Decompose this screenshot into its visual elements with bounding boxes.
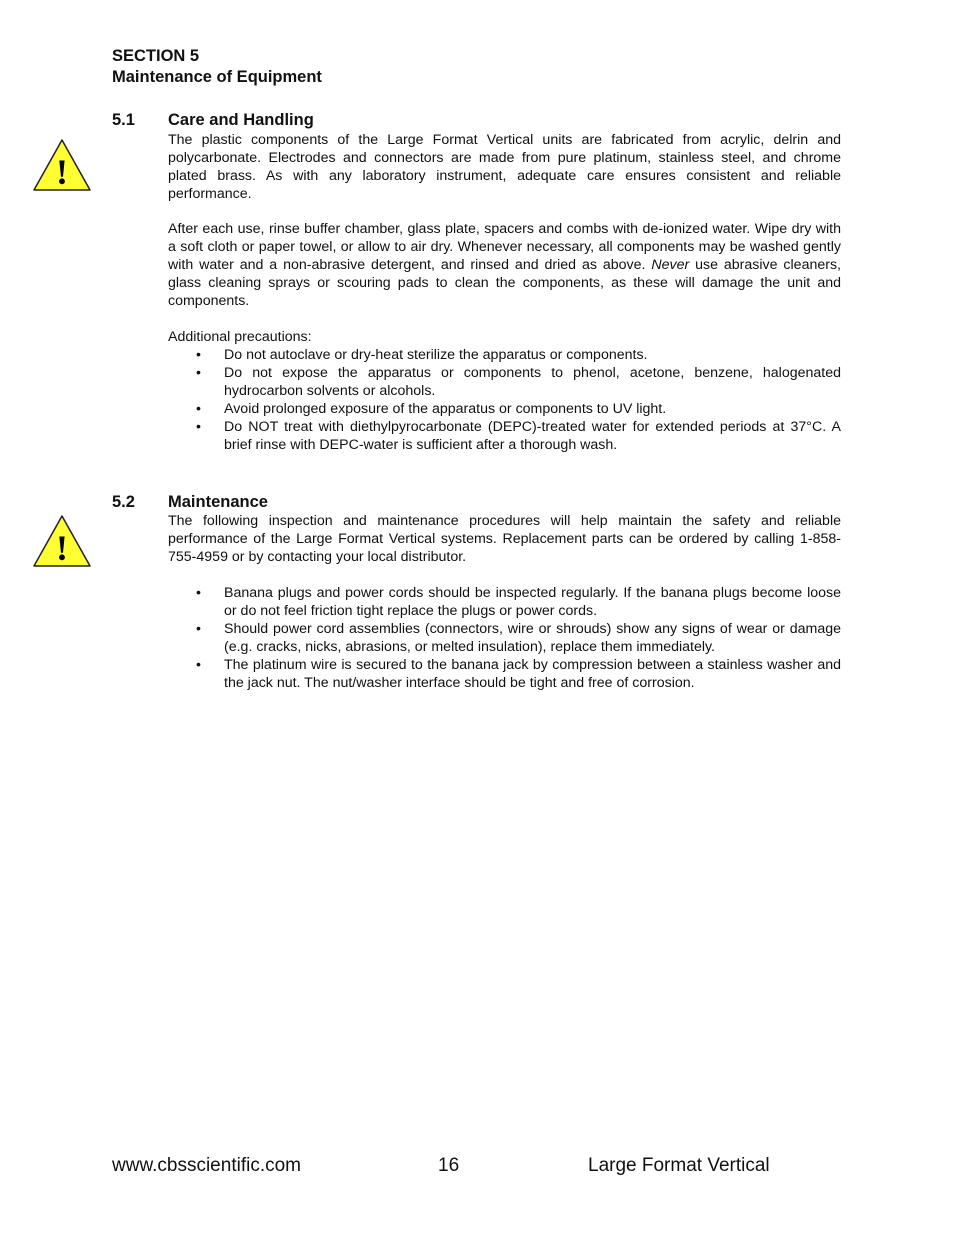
list-item: [168, 620, 841, 656]
care-paragraph-2-text: [168, 220, 841, 310]
maintenance-paragraph: [168, 512, 841, 566]
section-label: SECTION 5: [112, 47, 200, 65]
warning-icon: [32, 514, 92, 568]
subsection-title: Maintenance: [168, 493, 268, 511]
care-paragraph-2-emphasis: Never: [651, 257, 690, 273]
bullet-icon: •: [196, 365, 201, 381]
warning-glyph: !: [56, 528, 68, 568]
list-item-text: Should power cord assemblies (connectors, wire or shrouds) show any signs of wear or damage (e.g. cracks, nicks, abrasions, or melted insulation), replace them immediately.: [224, 621, 841, 655]
list-item-text: Banana plugs and power cords should be inspected regularly. If the banana plugs become loose or do not feel friction tight replace the plugs or power cords.: [224, 585, 841, 619]
subsection-heading-5-2: [112, 492, 268, 512]
subsection-title: Care and Handling: [168, 111, 314, 129]
precautions-label-text: Additional precautions:: [168, 329, 312, 345]
footer-website: www.cbsscientific.com: [112, 1155, 301, 1176]
footer-product: Large Format Vertical: [588, 1155, 770, 1176]
list-item: [168, 364, 841, 400]
care-paragraph-1: [168, 131, 841, 203]
list-item: [168, 346, 841, 364]
list-item: [168, 584, 841, 620]
section-heading: [112, 46, 322, 88]
list-item-text: The platinum wire is secured to the banana jack by compression between a stainless washer and the jack nut. The nut/washer interface should be tight and free of corrosion.: [224, 657, 841, 691]
bullet-icon: •: [196, 585, 201, 601]
care-paragraph-2-end: use abrasive cleaners, glass cleaning sprays or scouring pads to clean the components, as these will damage the unit and components.: [168, 257, 841, 309]
list-item-text: Do NOT treat with diethylpyrocarbonate (DEPC)-treated water for extended periods at 37°C. A brief rinse with DEPC-water is sufficient after a thorough wash.: [224, 419, 841, 453]
maintenance-paragraph-text: The following inspection and maintenance procedures will help maintain the safety and reliable performance of the Large Format Vertical systems. Replacement parts can be ordered by calling 1-858-755-4959 or by contacting your local distributor.: [168, 513, 841, 565]
list-item: [168, 656, 841, 692]
maintenance-list: [168, 584, 841, 692]
subsection-number: 5.2: [112, 493, 135, 511]
care-paragraph-2-start: After each use, rinse buffer chamber, glass plate, spacers and combs with de-ionized water. Wipe dry with a soft cloth or paper towel, or allow to air dry. Whenever necessary, all components may be washed gently with water and a non-abrasive detergent, and rinsed and dried as above.: [168, 221, 841, 273]
warning-glyph: !: [56, 152, 68, 192]
bullet-icon: •: [196, 657, 201, 673]
list-item-text: Do not autoclave or dry-heat sterilize the apparatus or components.: [224, 347, 648, 363]
bullet-icon: •: [196, 401, 201, 417]
bullet-icon: •: [196, 621, 201, 637]
footer-page-number: 16: [438, 1155, 460, 1176]
section-title: Maintenance of Equipment: [112, 68, 322, 86]
care-paragraph-2: [168, 220, 841, 310]
list-item: [168, 418, 841, 454]
list-item: [168, 400, 841, 418]
precautions-label: [168, 328, 841, 346]
list-item-text: Avoid prolonged exposure of the apparatus or components to UV light.: [224, 401, 667, 417]
subsection-heading-5-1: [112, 110, 314, 130]
bullet-icon: •: [196, 347, 201, 363]
bullet-icon: •: [196, 419, 201, 435]
care-paragraph-1-text: The plastic components of the Large Format Vertical units are fabricated from acrylic, delrin and polycarbonate. Electrodes and connectors are made from pure platinum, stainless steel, and chrome plated brass. As with any laboratory instrument, adequate care ensures consistent and reliable performance.: [168, 132, 841, 202]
subsection-number: 5.1: [112, 111, 135, 129]
warning-icon: [32, 138, 92, 192]
precautions-list: [168, 346, 841, 454]
list-item-text: Do not expose the apparatus or components to phenol, acetone, benzene, halogenated hydrocarbon solvents or alcohols.: [224, 365, 841, 399]
